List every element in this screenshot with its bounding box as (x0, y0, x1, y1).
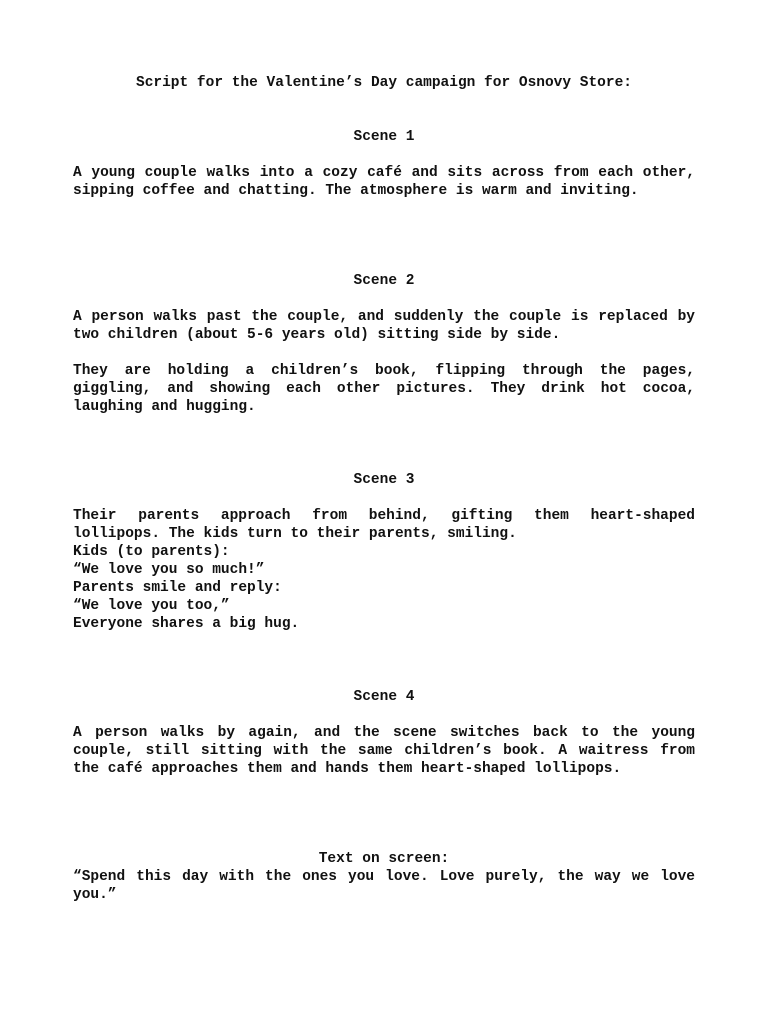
scene-4-heading: Scene 4 (353, 689, 415, 705)
closing-block (73, 850, 704, 904)
scene-2-paragraph-2: They are holding a children’s book, flipping through the pages, giggling, and showing each other pictures. They drink hot cocoa, laughing and hugging. (73, 363, 695, 415)
document-title: Script for the Valentine’s Day campaign for Osnovy Store: (136, 75, 632, 91)
scene-4-paragraph: A person walks by again, and the scene switches back to the young couple, still sitting with the same children’s book. A waitress from the café approaches them and hands them heart-shaped lollipops. (73, 725, 695, 777)
closing-quote: “Spend this day with the ones you love. Love purely, the way we love you.” (73, 869, 704, 903)
dialogue-line: “We love you too,” (73, 598, 230, 614)
scene-2-heading: Scene 2 (353, 273, 415, 289)
scene-1-heading: Scene 1 (353, 129, 415, 145)
scene-3-dialogue (73, 543, 695, 633)
scene-2-paragraph: A person walks past the couple, and suddenly the couple is replaced by two children (about 5-6 years old) sitting side by side. (73, 309, 695, 343)
scene-3-paragraph: Their parents approach from behind, gifting them heart-shaped lollipops. The kids turn to their parents, smiling. (73, 508, 695, 542)
dialogue-line: Everyone shares a big hug. (73, 616, 300, 632)
scene-1-paragraph: A young couple walks into a cozy café and sits across from each other, sipping coffee and chatting. The atmosphere is warm and inviting. (73, 165, 695, 199)
dialogue-line: Parents smile and reply: (73, 580, 282, 596)
scene-3-heading: Scene 3 (353, 472, 415, 488)
closing-label: Text on screen: (318, 851, 450, 867)
dialogue-line: “We love you so much!” (73, 562, 265, 578)
dialogue-line: Kids (to parents): (73, 544, 230, 560)
